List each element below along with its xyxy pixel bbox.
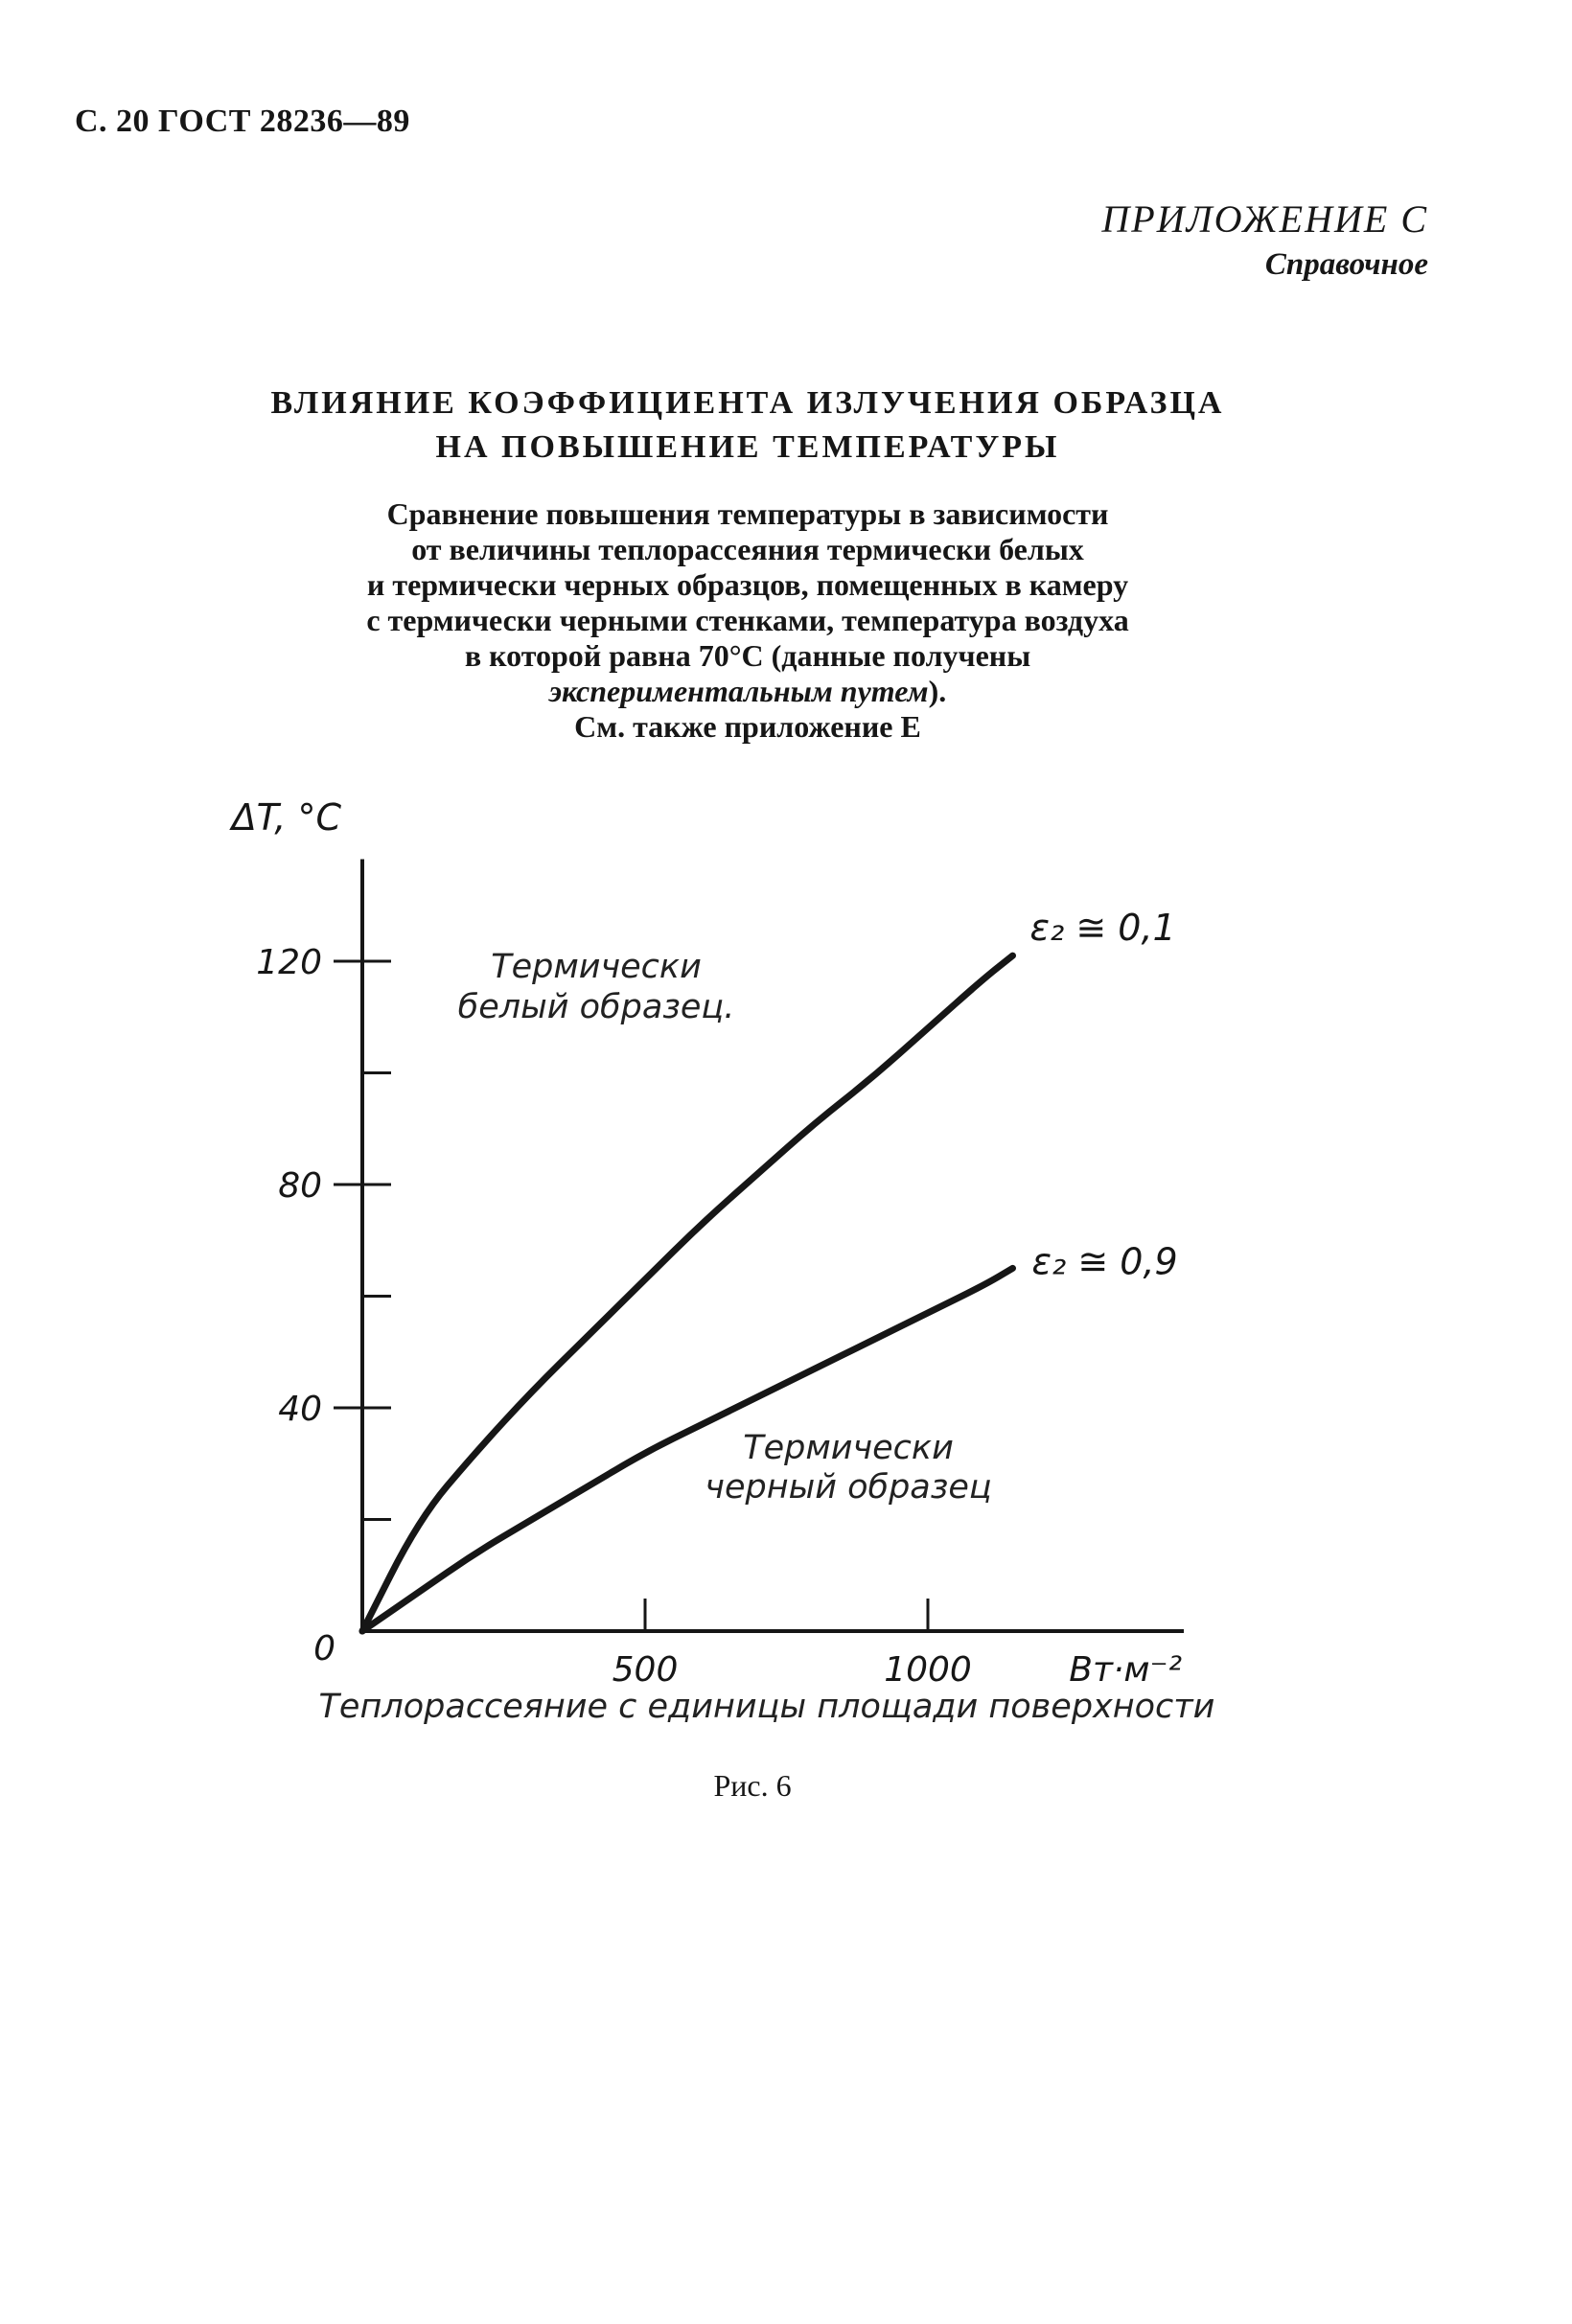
series-name-2: ε₂ ≅ 0,9 bbox=[1031, 1240, 1178, 1283]
x-tick-label-1000: 1000 bbox=[884, 1650, 972, 1690]
description-line-1: Сравнение повышения температуры в зависимости bbox=[386, 496, 1109, 531]
region-label-black-1: Термически bbox=[743, 1429, 954, 1467]
region-label-black-2: черный образец bbox=[705, 1468, 992, 1507]
appendix-title: ПРИЛОЖЕНИЕ С bbox=[1101, 197, 1428, 241]
x-axis-unit: Вт·м⁻² bbox=[1069, 1650, 1182, 1690]
region-label-white-1: Термически bbox=[491, 948, 702, 986]
description-line-4: с термически черными стенками, температура воздуха bbox=[366, 603, 1129, 637]
x-axis-title: Теплорассеяние с единицы площади поверхности bbox=[318, 1688, 1215, 1726]
x-tick-label-500: 500 bbox=[612, 1650, 679, 1690]
description-line-6-end: ). bbox=[928, 674, 947, 708]
appendix-subtitle: Справочное bbox=[1264, 247, 1428, 282]
y-tick-label-40: 40 bbox=[278, 1390, 322, 1429]
main-title-line-2: НА ПОВЫШЕНИЕ ТЕМПЕРАТУРЫ bbox=[435, 429, 1060, 465]
description-line-5: в которой равна 70°С (данные получены bbox=[464, 638, 1031, 673]
main-title-line-1: ВЛИЯНИЕ КОЭФФИЦИЕНТА ИЗЛУЧЕНИЯ ОБРАЗЦА bbox=[270, 385, 1225, 421]
y-axis-title: ΔT, °C bbox=[231, 796, 341, 839]
description-line-3: и термически черных образцов, помещенных в камеру bbox=[366, 567, 1129, 602]
page-header: С. 20 ГОСТ 28236—89 bbox=[75, 104, 410, 139]
series-line-1 bbox=[362, 955, 1013, 1631]
description-line-2: от величины теплорассеяния термически белых bbox=[411, 532, 1084, 566]
origin-label: 0 bbox=[313, 1629, 335, 1668]
chart-labels bbox=[229, 796, 1215, 1726]
series-name-1: ε₂ ≅ 0,1 bbox=[1029, 907, 1176, 950]
description-italic: экспериментальным путем bbox=[548, 674, 929, 708]
description-line-7: См. также приложение Е bbox=[574, 709, 921, 744]
y-tick-label-120: 120 bbox=[256, 943, 322, 982]
region-label-white-2: белый образец. bbox=[457, 988, 735, 1026]
chart-curves bbox=[362, 955, 1013, 1631]
figure-caption: Рис. 6 bbox=[713, 1768, 792, 1803]
y-tick-label-80: 80 bbox=[278, 1166, 322, 1206]
